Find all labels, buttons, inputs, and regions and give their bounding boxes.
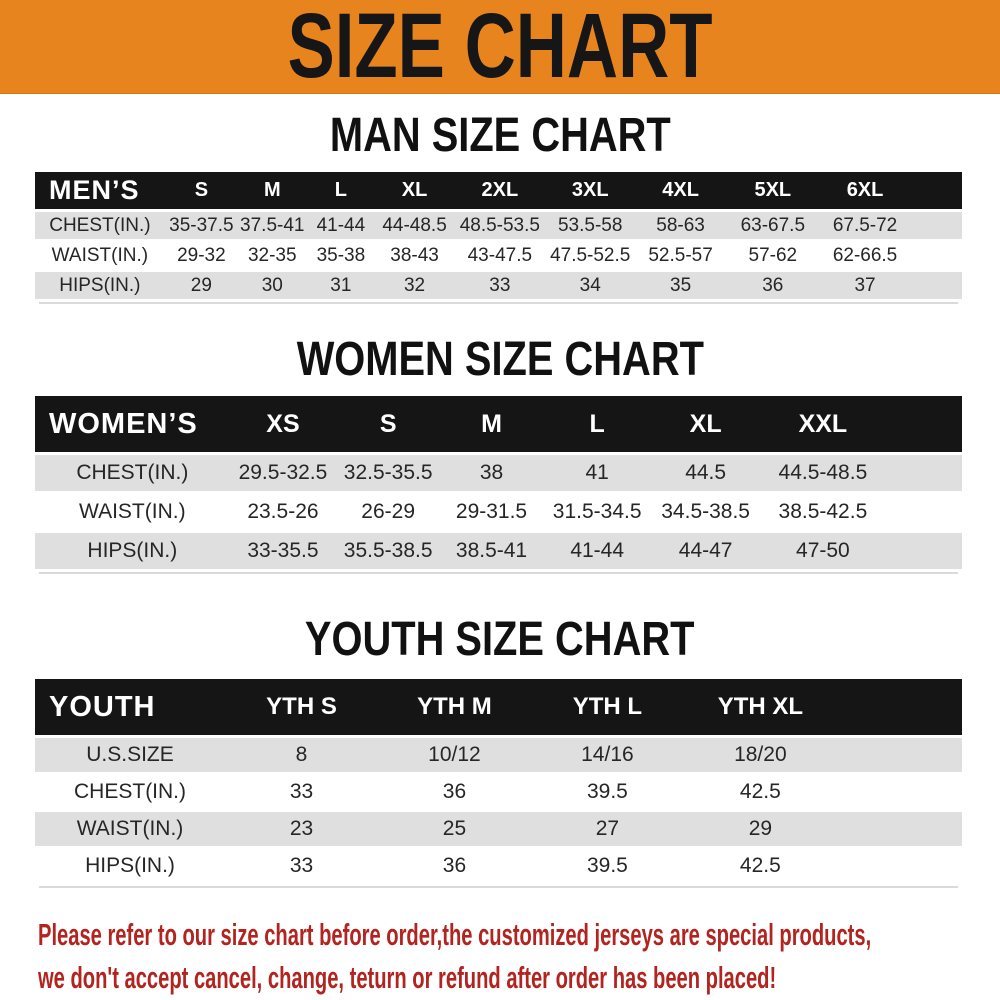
table-row — [35, 812, 962, 846]
size-cell: 44-47 — [651, 533, 759, 569]
size-cell: 35-37.5 — [165, 212, 238, 239]
size-cell: 31.5-34.5 — [543, 494, 651, 530]
size-cell: 41-44 — [543, 533, 651, 569]
table-row — [35, 455, 962, 491]
youth-table-header-row — [35, 679, 962, 735]
size-cell: 32-35 — [238, 242, 307, 269]
size-cell: 35.5-38.5 — [336, 533, 440, 569]
size-cell: 14/16 — [531, 738, 684, 772]
disclaimer-note — [38, 913, 998, 999]
size-cell: 44-48.5 — [375, 212, 454, 239]
women-size-table — [35, 393, 962, 572]
banner-title: SIZE CHART — [287, 0, 713, 97]
size-cell: 35 — [635, 272, 727, 299]
col-header: YTH L — [531, 679, 684, 735]
spacer-cell — [837, 849, 962, 883]
size-cell: 25 — [378, 812, 531, 846]
women-table-title: WOMEN’S — [35, 396, 230, 452]
size-cell: 38 — [440, 455, 543, 491]
spacer-cell — [911, 172, 962, 209]
table-row — [35, 849, 962, 883]
youth-size-table — [35, 676, 962, 886]
row-label: CHEST(IN.) — [35, 212, 165, 239]
size-cell: 34.5-38.5 — [651, 494, 759, 530]
size-cell: 42.5 — [684, 775, 837, 809]
spacer-cell — [886, 494, 962, 530]
size-cell: 23 — [225, 812, 378, 846]
col-header: 5XL — [726, 172, 819, 209]
col-header: 4XL — [635, 172, 727, 209]
size-cell: 44.5 — [651, 455, 759, 491]
spacer-cell — [837, 738, 962, 772]
men-size-table — [35, 169, 962, 302]
youth-heading-text: YOUTH SIZE CHART — [305, 613, 695, 666]
size-cell: 42.5 — [684, 849, 837, 883]
men-table-title: MEN’S — [35, 172, 165, 209]
size-cell: 33 — [225, 775, 378, 809]
spacer-cell — [837, 812, 962, 846]
row-label: CHEST(IN.) — [35, 455, 230, 491]
spacer-cell — [911, 242, 962, 269]
size-cell: 31 — [307, 272, 376, 299]
size-cell: 39.5 — [531, 775, 684, 809]
col-header: XL — [651, 396, 759, 452]
man-section-heading — [0, 108, 1000, 163]
spacer-cell — [911, 272, 962, 299]
size-cell: 32.5-35.5 — [336, 455, 440, 491]
size-cell: 38.5-41 — [440, 533, 543, 569]
size-cell: 8 — [225, 738, 378, 772]
size-cell: 29 — [165, 272, 238, 299]
row-label: HIPS(IN.) — [35, 533, 230, 569]
size-cell: 53.5-58 — [546, 212, 635, 239]
size-cell: 57-62 — [726, 242, 819, 269]
size-cell: 29 — [684, 812, 837, 846]
size-cell: 33 — [225, 849, 378, 883]
size-cell: 18/20 — [684, 738, 837, 772]
spacer-cell — [837, 775, 962, 809]
col-header: L — [543, 396, 651, 452]
women-heading-text: WOMEN SIZE CHART — [296, 333, 704, 386]
size-cell: 36 — [726, 272, 819, 299]
size-cell: 36 — [378, 775, 531, 809]
size-cell: 47-50 — [760, 533, 886, 569]
disclaimer-line-1: Please refer to our size chart before order,the customized jerseys are special products, — [38, 917, 872, 952]
table-row — [35, 212, 962, 239]
col-header: S — [165, 172, 238, 209]
col-header: 3XL — [546, 172, 635, 209]
size-cell: 29.5-32.5 — [230, 455, 337, 491]
size-cell: 35-38 — [307, 242, 376, 269]
size-cell: 33-35.5 — [230, 533, 337, 569]
col-header: 6XL — [819, 172, 911, 209]
col-header: YTH M — [378, 679, 531, 735]
col-header: XS — [230, 396, 337, 452]
size-cell: 63-67.5 — [726, 212, 819, 239]
size-cell: 67.5-72 — [819, 212, 911, 239]
row-label: HIPS(IN.) — [35, 272, 165, 299]
women-section-heading — [0, 332, 1000, 387]
size-cell: 41-44 — [307, 212, 376, 239]
size-cell: 37 — [819, 272, 911, 299]
size-cell: 23.5-26 — [230, 494, 337, 530]
table-row — [35, 272, 962, 299]
row-label: CHEST(IN.) — [35, 775, 225, 809]
spacer-cell — [886, 396, 962, 452]
size-cell: 39.5 — [531, 849, 684, 883]
spacer-cell — [837, 679, 962, 735]
size-cell: 62-66.5 — [819, 242, 911, 269]
spacer-cell — [911, 212, 962, 239]
col-header: 2XL — [454, 172, 546, 209]
table-row — [35, 775, 962, 809]
col-header: M — [238, 172, 307, 209]
women-table-header-row — [35, 396, 962, 452]
size-cell: 30 — [238, 272, 307, 299]
youth-section-heading — [0, 612, 1000, 667]
size-cell: 38.5-42.5 — [760, 494, 886, 530]
table-row — [35, 533, 962, 569]
col-header: S — [336, 396, 440, 452]
col-header: L — [307, 172, 376, 209]
col-header: YTH S — [225, 679, 378, 735]
size-cell: 48.5-53.5 — [454, 212, 546, 239]
man-heading-text: MAN SIZE CHART — [329, 109, 671, 162]
size-cell: 29-31.5 — [440, 494, 543, 530]
col-header: YTH XL — [684, 679, 837, 735]
spacer-cell — [886, 533, 962, 569]
size-cell: 33 — [454, 272, 546, 299]
disclaimer-line-2: we don't accept cancel, change, teturn or refund after order has been placed! — [38, 960, 777, 995]
size-cell: 29-32 — [165, 242, 238, 269]
row-label: WAIST(IN.) — [35, 812, 225, 846]
size-cell: 44.5-48.5 — [760, 455, 886, 491]
size-cell: 10/12 — [378, 738, 531, 772]
table-row — [35, 738, 962, 772]
row-label: HIPS(IN.) — [35, 849, 225, 883]
table-row — [35, 494, 962, 530]
size-cell: 32 — [375, 272, 454, 299]
size-chart-banner — [0, 0, 1000, 97]
row-label: WAIST(IN.) — [35, 242, 165, 269]
size-cell: 43-47.5 — [454, 242, 546, 269]
row-label: U.S.SIZE — [35, 738, 225, 772]
size-cell: 58-63 — [635, 212, 727, 239]
col-header: M — [440, 396, 543, 452]
spacer-cell — [886, 455, 962, 491]
row-label: WAIST(IN.) — [35, 494, 230, 530]
size-cell: 41 — [543, 455, 651, 491]
col-header: XL — [375, 172, 454, 209]
size-cell: 47.5-52.5 — [546, 242, 635, 269]
youth-table-title: YOUTH — [35, 679, 225, 735]
men-table-header-row — [35, 172, 962, 209]
size-cell: 52.5-57 — [635, 242, 727, 269]
size-cell: 27 — [531, 812, 684, 846]
table-row — [35, 242, 962, 269]
size-cell: 36 — [378, 849, 531, 883]
size-cell: 26-29 — [336, 494, 440, 530]
col-header: XXL — [760, 396, 886, 452]
size-cell: 38-43 — [375, 242, 454, 269]
size-cell: 37.5-41 — [238, 212, 307, 239]
size-cell: 34 — [546, 272, 635, 299]
